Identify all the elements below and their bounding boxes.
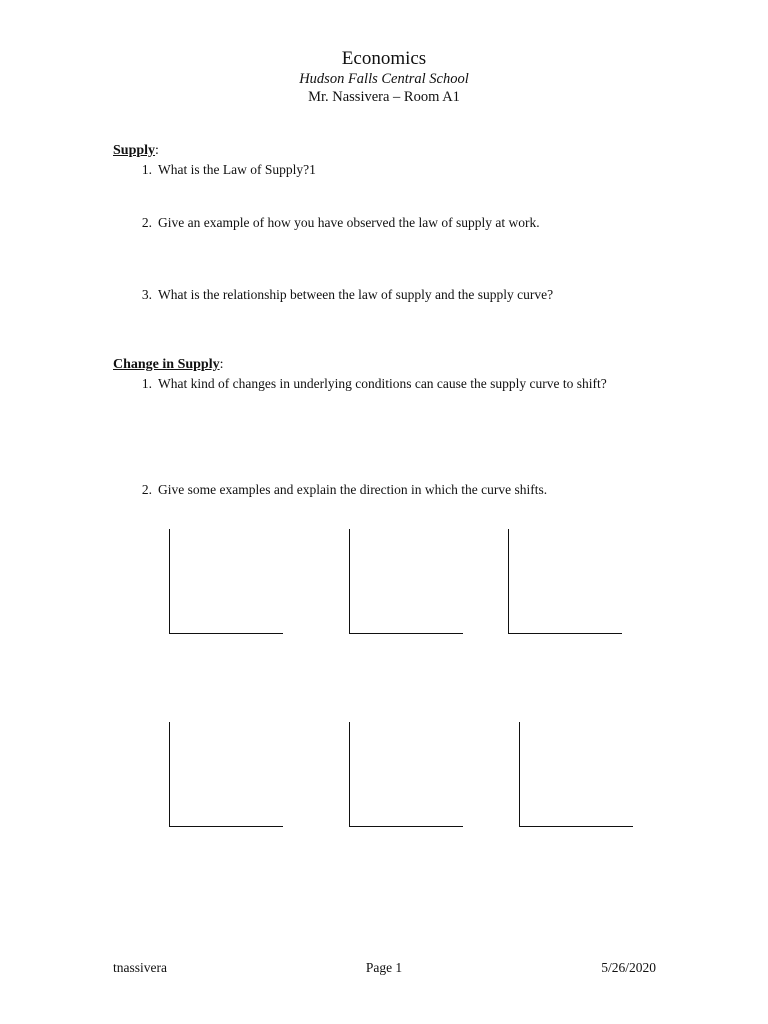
question-number: 3. <box>141 287 152 302</box>
x-axis-line <box>508 633 622 634</box>
question-number: 2. <box>141 215 152 230</box>
supply-heading: Supply <box>113 143 156 158</box>
y-axis-line <box>169 722 170 826</box>
question-text: Give an example of how you have observed the law of supply at work. <box>158 215 540 230</box>
change-in-supply-heading-colon: : <box>219 357 224 372</box>
x-axis-line <box>519 826 633 827</box>
blank-graph-6 <box>519 722 635 827</box>
blank-graph-4 <box>169 722 285 827</box>
blank-graph-2 <box>349 529 465 634</box>
change-in-supply-heading: Change in Supply <box>113 357 220 372</box>
question-number: 1. <box>141 376 152 391</box>
y-axis-line <box>519 722 520 826</box>
y-axis-line <box>349 529 350 633</box>
y-axis-line <box>169 529 170 633</box>
x-axis-line <box>169 633 283 634</box>
y-axis-line <box>349 722 350 826</box>
question-text: Give some examples and explain the direction in which the curve shifts. <box>158 482 548 497</box>
question-text: What is the Law of Supply?1 <box>158 162 316 177</box>
footer-date: 5/26/2020 <box>601 960 656 975</box>
footer-author: tnassivera <box>113 960 167 975</box>
supply-heading-line <box>113 143 159 159</box>
x-axis-line <box>349 826 463 827</box>
footer-page-number: Page 1 <box>365 960 403 975</box>
question-text: What is the relationship between the law of supply and the supply curve? <box>158 287 554 302</box>
school-name: Hudson Falls Central School <box>299 71 469 87</box>
y-axis-line <box>508 529 509 633</box>
blank-graph-3 <box>508 529 624 634</box>
x-axis-line <box>349 633 463 634</box>
question-number: 1. <box>141 162 152 177</box>
x-axis-line <box>169 826 283 827</box>
blank-graph-1 <box>169 529 285 634</box>
question-number: 2. <box>141 482 152 497</box>
question-text: What kind of changes in underlying conditions can cause the supply curve to shift? <box>158 376 607 391</box>
change-in-supply-heading-line <box>113 357 224 373</box>
blank-graph-5 <box>349 722 465 827</box>
document-title: Economics <box>341 48 427 69</box>
teacher-room: Mr. Nassivera – Room A1 <box>308 89 460 105</box>
supply-heading-colon: : <box>155 143 159 158</box>
